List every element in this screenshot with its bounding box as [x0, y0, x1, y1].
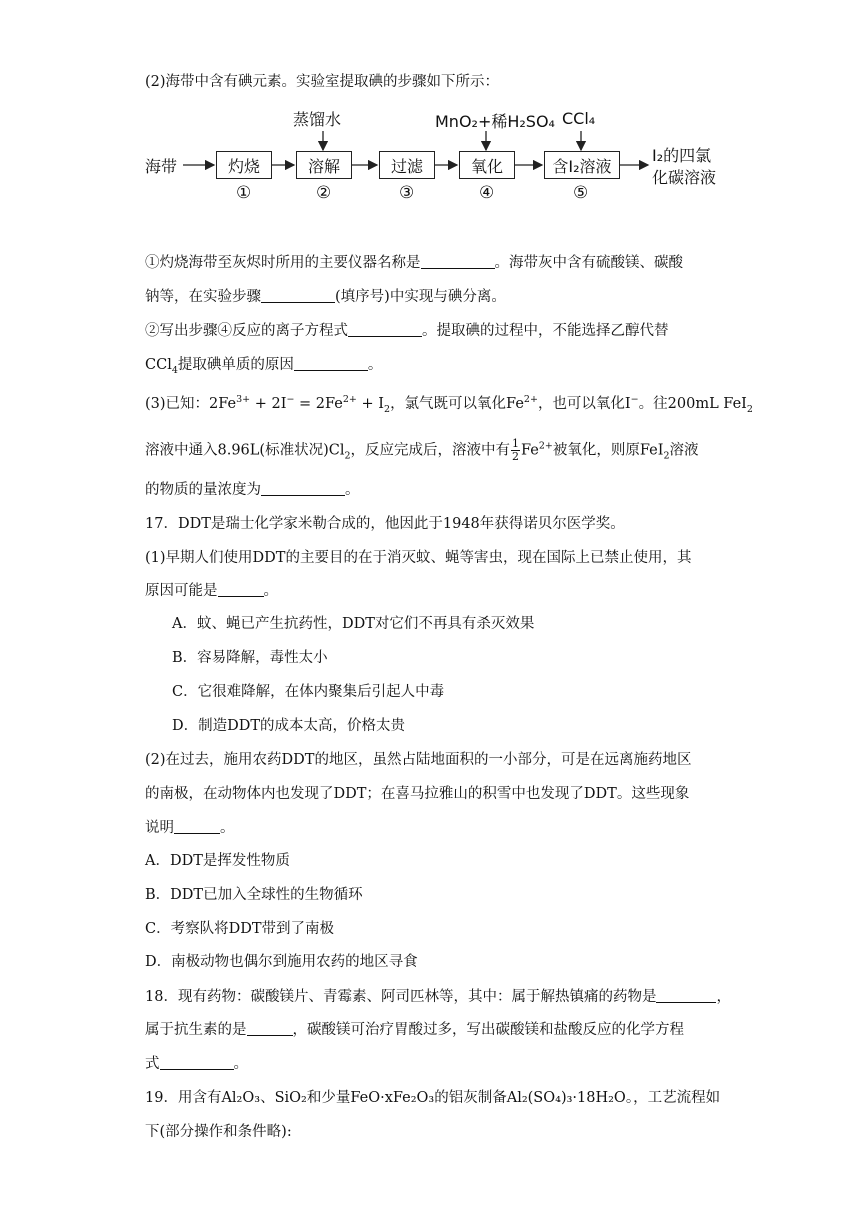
text: ，碳酸镁可治疗胃酸过多，写出碳酸镁和盐酸反应的化学方程 [292, 1022, 684, 1038]
step-box-2: 溶解 [296, 151, 352, 179]
flow-end-line-1: I₂的四氯 [652, 146, 712, 165]
answer-blank[interactable] [247, 1021, 293, 1036]
text: 。 [367, 357, 383, 373]
text: = 2Fe [299, 396, 343, 412]
text: 说明 [145, 820, 174, 836]
text: 溶液 [669, 442, 699, 459]
text: 式 [145, 1056, 160, 1072]
q17-1-line1: (1)早期人们使用DDT的主要目的在于消灭蚊、蝇等害虫，现在国际上已禁止使用，其 [145, 550, 692, 566]
q16-2-intro: (2)海带中含有碘元素。实验室提取碘的步骤如下所示： [145, 74, 500, 90]
text: 。 [263, 583, 278, 599]
text: (填序号)中实现与碘分离。 [335, 289, 506, 305]
q17-2-line1: (2)在过去，施用农药DDT的地区，虽然占陆地面积的一小部分，可是在远离施药地区 [145, 752, 692, 768]
step-box-4: 氧化 [459, 151, 515, 179]
answer-blank[interactable] [218, 582, 264, 597]
q17-1-option-b: B．容易降解，毒性太小 [172, 650, 328, 666]
q17-1-line2 [145, 581, 278, 601]
q16-2-line1 [145, 253, 683, 273]
q16-2-line3 [145, 321, 669, 341]
q17-stem: 17．DDT是瑞士化学家米勒合成的，他因此于1948年获得诺贝尔医学奖。 [145, 516, 625, 532]
q16-3-line3 [145, 480, 360, 500]
flow-end-line-2: 化碳溶液 [652, 168, 717, 187]
step-number-2: ② [316, 183, 332, 203]
answer-blank[interactable] [348, 322, 422, 337]
step-box-3: 过滤 [379, 151, 435, 179]
step-number-4: ④ [479, 183, 495, 203]
answer-blank[interactable] [294, 356, 368, 371]
answer-blank[interactable] [160, 1055, 234, 1070]
q19-line1: 19．用含有Al₂O₃、SiO₂和少量FeO·xFe₂O₃的铝灰制备Al₂(SO₄)₃·18H₂O。，工艺流程如 [145, 1090, 721, 1106]
text: (3)已知：2Fe [145, 396, 237, 412]
flow-start-label: 海带 [145, 157, 178, 176]
q18-line2 [145, 1020, 684, 1040]
fraction-one-half [511, 438, 520, 463]
q16-3-line2: 溶液中通入8.96L(标准状况)$Cl_2$，反应完成后，溶液中有 $\frac{1}{2}$ $Fe^{2+}$被氧化，则原FeI$_2$溶液 [145, 437, 699, 463]
text: ， [716, 989, 731, 1005]
q18-line3 [145, 1054, 248, 1074]
answer-blank[interactable] [261, 288, 335, 303]
text: ，氯气既可以氧化Fe [390, 396, 524, 412]
q17-1-option-d: D．制造DDT的成本太高，价格太贵 [172, 718, 406, 734]
fraction-denominator: 2 [512, 450, 520, 463]
step-number-1: ① [236, 183, 252, 203]
text: 。 [220, 820, 235, 836]
step-number-3: ③ [399, 183, 415, 203]
reagent-mno2-h2so4: MnO₂+稀H₂SO₄ [435, 112, 555, 131]
q16-2-line4 [145, 355, 382, 375]
answer-blank[interactable] [656, 988, 716, 1003]
text: 原因可能是 [145, 583, 218, 599]
q19-line2: 下(部分操作和条件略): [145, 1124, 292, 1140]
text: 的物质的量浓度为 [145, 482, 261, 498]
text: 。 [233, 1056, 248, 1072]
q17-2-option-d: D．南极动物也偶尔到施用农药的地区寻食 [145, 954, 418, 970]
text: CCl [145, 357, 172, 373]
q18-line1 [145, 987, 731, 1007]
text: + 2I [254, 396, 287, 412]
q17-2-option-b: B．DDT已加入全球性的生物循环 [145, 887, 363, 903]
reagent-distilled-water: 蒸馏水 [293, 110, 342, 129]
step-box-5: 含I₂溶液 [544, 151, 620, 179]
q17-2-line3 [145, 818, 235, 838]
text: 提取碘单质的原因 [177, 357, 294, 373]
text: 被氧化，则原FeI [552, 442, 664, 459]
text: 。提取碘的过程中，不能选择乙醇代替 [422, 323, 669, 339]
text: 钠等，在实验步骤 [145, 289, 261, 305]
subscript: 4 [171, 364, 178, 376]
q17-2-line2: 的南极，在动物体内也发现了DDT；在喜马拉雅山的积雪中也发现了DDT。这些现象 [145, 786, 690, 802]
q17-2-option-a: A．DDT是挥发性物质 [145, 853, 290, 869]
text: 属于抗生素的是 [145, 1022, 247, 1038]
text: Fe [521, 442, 539, 459]
q17-2-option-c: C．考察队将DDT带到了南极 [145, 921, 335, 937]
text: + I [361, 396, 385, 412]
q16-2-line2 [145, 287, 506, 307]
text: ，也可以氧化I [537, 396, 631, 412]
answer-blank[interactable] [261, 481, 345, 496]
fraction-numerator: 1 [512, 437, 520, 450]
text: ，反应完成后，溶液中有 [350, 442, 511, 459]
text: ①灼烧海带至灰烬时所用的主要仪器名称是 [145, 255, 421, 271]
text: 。往200mL FeI [638, 396, 747, 412]
text: 。海带灰中含有硫酸镁、碳酸 [494, 255, 683, 271]
step-box-1: 灼烧 [216, 151, 272, 179]
q17-1-option-a: A．蚊、蝇已产生抗药性，DDT对它们不再具有杀灭效果 [172, 616, 535, 632]
q17-1-option-c: C．它很难降解，在体内聚集后引起人中毒 [172, 684, 445, 700]
answer-blank[interactable] [421, 254, 495, 269]
text: 。 [345, 482, 360, 498]
text: 溶液中通入8.96L(标准状况)Cl [145, 442, 345, 459]
reagent-ccl4: CCl₄ [562, 109, 596, 128]
step-number-5: ⑤ [573, 183, 589, 203]
text: 18．现有药物：碳酸镁片、青霉素、阿司匹林等，其中：属于解热镇痛的药物是 [145, 989, 657, 1005]
q16-3-line1: (3)已知：$2Fe^{3+} + 2I^- = 2Fe^{2+} + I_2$，氯气既可以氧化$Fe^{2+}$，也可以氧化I−。往200mL FeI$_2$ [145, 394, 753, 415]
answer-blank[interactable] [174, 819, 220, 834]
text: ②写出步骤④反应的离子方程式 [145, 323, 348, 339]
flow-end-label [652, 145, 716, 189]
